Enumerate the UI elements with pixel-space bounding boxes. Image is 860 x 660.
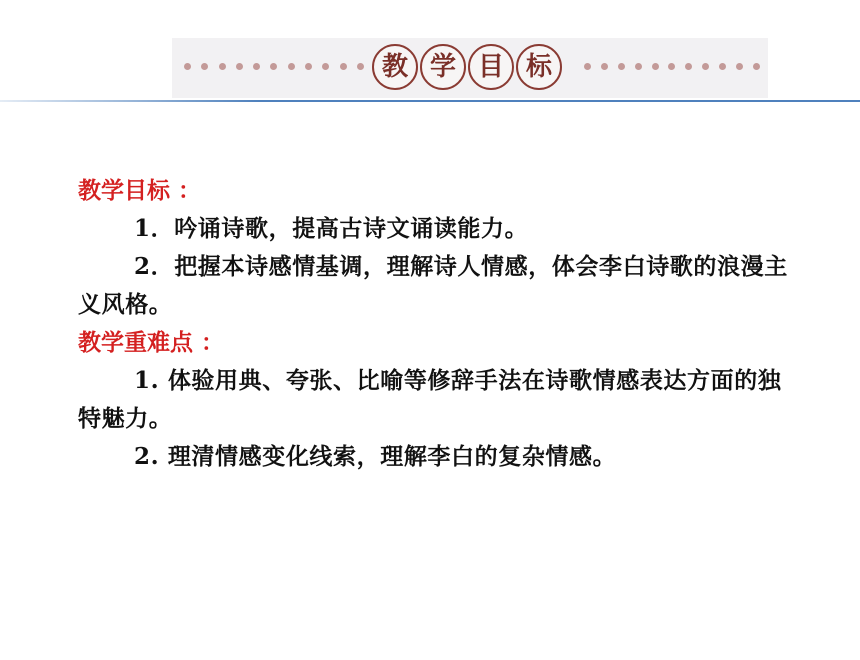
page-title [372,44,562,90]
objective-item: 2．把握本诗感情基调，理解诗人情感，体会李白诗歌的浪漫主义风格。 [78,253,788,318]
dot-icon [601,63,608,70]
decorative-dots-left [184,60,364,72]
dot-icon [322,63,329,70]
dot-icon [236,63,243,70]
dot-icon [719,63,726,70]
dot-icon [652,63,659,70]
dot-icon [340,63,347,70]
dot-icon [270,63,277,70]
title-char: 目 [468,44,514,90]
dot-icon [635,63,642,70]
lesson-content [78,172,798,476]
dot-icon [668,63,675,70]
objective-item: 1．吟诵诗歌，提高古诗文诵读能力。 [134,215,529,242]
dot-icon [357,63,364,70]
dot-icon [184,63,191,70]
dot-icon [253,63,260,70]
title-char: 标 [516,44,562,90]
section-heading-key-points: 教学重难点 ： [78,329,225,356]
dot-icon [702,63,709,70]
section-heading-objectives: 教学目标 ： [78,177,202,204]
title-char: 教 [372,44,418,90]
header-divider [0,100,860,102]
dot-icon [584,63,591,70]
dot-icon [305,63,312,70]
dot-icon [753,63,760,70]
dot-icon [618,63,625,70]
dot-icon [288,63,295,70]
key-point-item: 1. 体验用典、夸张、比喻等修辞手法在诗歌情感表达方面的独特魅力。 [78,367,782,432]
dot-icon [201,63,208,70]
dot-icon [219,63,226,70]
decorative-dots-right [584,60,760,72]
dot-icon [736,63,743,70]
title-char: 学 [420,44,466,90]
key-point-item: 2. 理清情感变化线索，理解李白的复杂情感。 [134,443,617,470]
dot-icon [685,63,692,70]
